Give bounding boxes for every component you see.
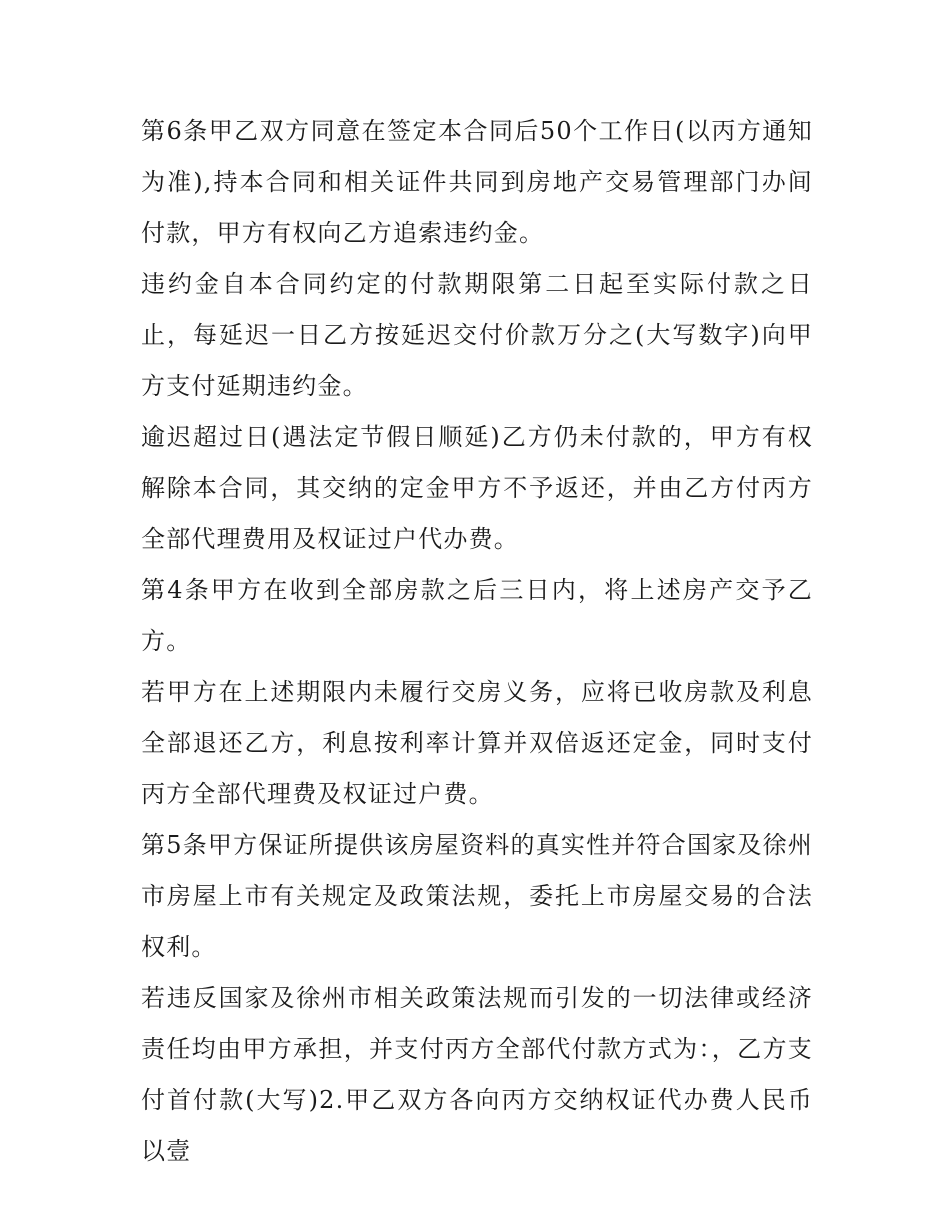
paragraph-delivery-default: 若甲方在上述期限内未履行交房义务，应将已收房款及利息全部退还乙方，利息按利率计算并双倍返还定金，同时支付丙方全部代理费及权证过户费。: [141, 678, 813, 808]
paragraph-article-5: 第5条甲方保证所提供该房屋资料的真实性并符合国家及徐州市房屋上市有关规定及政策法规，委托上市房屋交易的合法权利。: [141, 831, 813, 961]
document-body: [141, 106, 813, 1177]
paragraph-penalty-calculation: 违约金自本合同约定的付款期限第二日起至实际付款之日止，每延迟一日乙方按延迟交付价款万分之(大写数字)向甲方支付延期违约金。: [141, 270, 813, 400]
paragraph-contract-termination: 逾迟超过日(遇法定节假日顺延)乙方仍未付款的，甲方有权解除本合同，其交纳的定金甲方不予返还，并由乙方付丙方全部代理费用及权证过户代办费。: [141, 423, 813, 553]
paragraph-article-6: 第6条甲乙双方同意在签定本合同后50个工作日(以丙方通知为准),持本合同和相关证件共同到房地产交易管理部门办间付款，甲方有权向乙方追索违约金。: [141, 117, 813, 247]
paragraph-article-4: 第4条甲方在收到全部房款之后三日内，将上述房产交予乙方。: [141, 576, 813, 655]
paragraph-liability-payment: 若违反国家及徐州市相关政策法规而引发的一切法律或经济责任均由甲方承担，并支付丙方全部代付款方式为：，乙方支付首付款(大写)2.甲乙双方各向丙方交纳权证代办费人民币以壹: [141, 984, 813, 1165]
